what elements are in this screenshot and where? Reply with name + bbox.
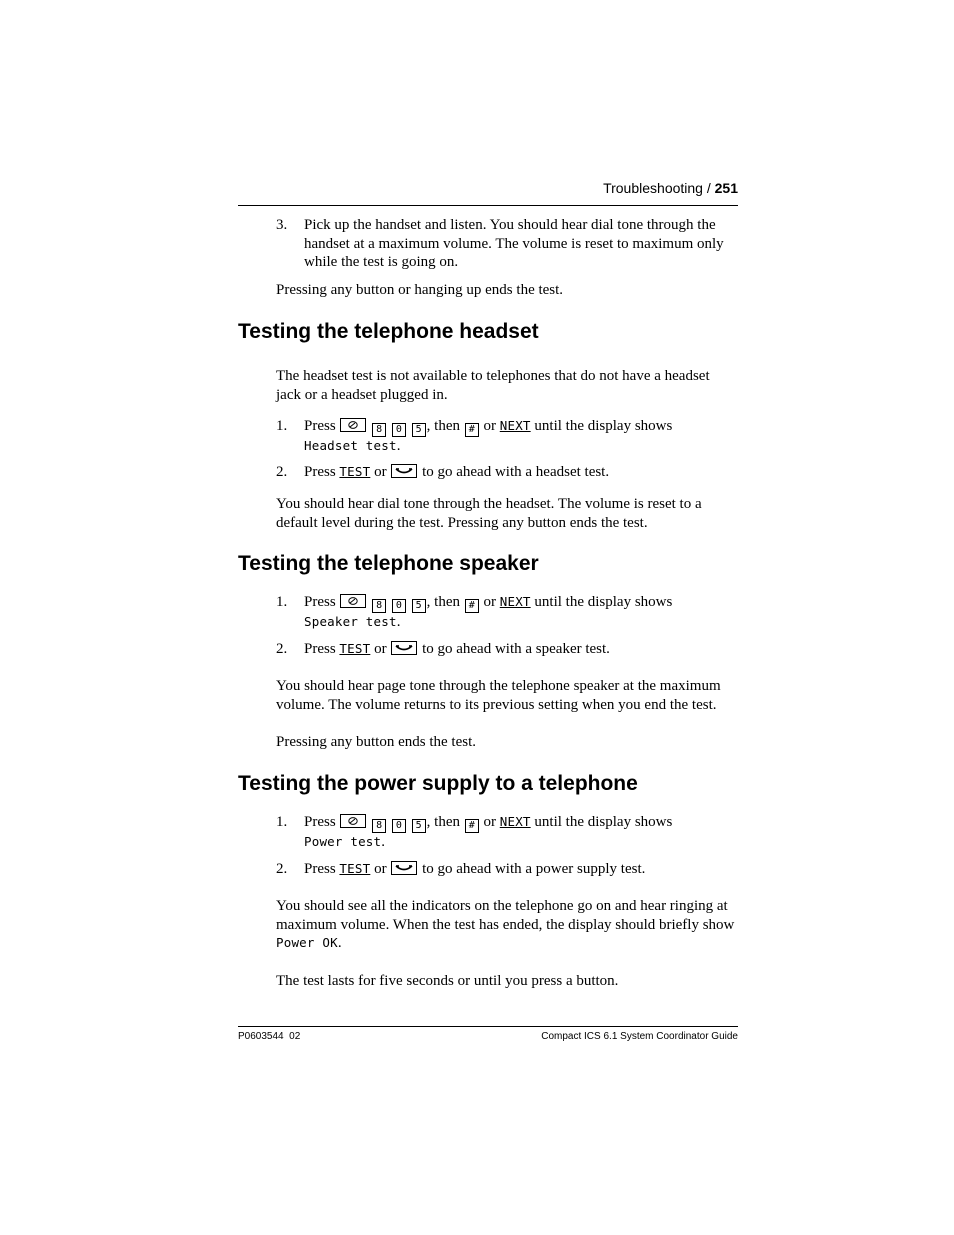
key-5: 5: [412, 423, 426, 437]
step-text: Press 8 0 5 , then # or NEXT until the display shows Power test.: [304, 814, 673, 850]
text-press: Press: [304, 464, 336, 480]
text-or: or: [483, 418, 496, 434]
paragraph: The test lasts for five seconds or until you press a button.: [276, 973, 619, 989]
paragraph: You should hear dial tone through the headset. The volume is reset to a default level during the test. Pressing any button ends the test.: [276, 496, 702, 531]
text-or: or: [483, 594, 496, 610]
text-then: , then: [426, 814, 460, 830]
test-softkey: TEST: [339, 861, 371, 876]
step-tail: to go ahead with a speaker test.: [422, 641, 610, 657]
paragraph: You should see all the indicators on the telephone go on and hear ringing at maximum volume. When the test has ended, the display should briefly show Power OK.: [276, 898, 735, 951]
step-tail: to go ahead with a power supply test.: [422, 861, 646, 877]
footer-rule: [238, 1026, 738, 1027]
text-press: Press: [304, 641, 336, 657]
next-softkey: NEXT: [499, 594, 531, 609]
text-press: Press: [304, 418, 336, 434]
step-text: Press 8 0 5 , then # or NEXT until the display shows Speaker test.: [304, 594, 673, 630]
step-number: 3.: [276, 217, 288, 233]
text-until: until the display shows: [534, 418, 673, 434]
key-5: 5: [412, 599, 426, 613]
hold-release-key-icon: [391, 464, 417, 478]
step-number: 1.: [276, 418, 288, 434]
text-then: , then: [426, 418, 460, 434]
hold-release-key-icon: [391, 641, 417, 655]
section-heading-headset: Testing the telephone headset: [238, 320, 539, 343]
header-rule: [238, 205, 738, 206]
footer-doc-number: P0603544 02: [238, 1031, 301, 1042]
key-8: 8: [372, 423, 386, 437]
key-0: 0: [392, 819, 406, 833]
key-hash: #: [465, 819, 479, 833]
text-then: , then: [426, 594, 460, 610]
key-8: 8: [372, 819, 386, 833]
step-text: [304, 640, 738, 659]
result-text: You should see all the indicators on the telephone go on and hear ringing at maximum volume. When the test has ended, the display should briefly show: [276, 898, 735, 933]
text-press: Press: [304, 861, 336, 877]
hold-release-key-icon: [391, 861, 417, 875]
text-press: Press: [304, 814, 336, 830]
test-softkey: TEST: [339, 641, 371, 656]
paragraph: The headset test is not available to telephones that do not have a headset jack or a headset plugged in.: [276, 368, 710, 403]
section-heading-power: Testing the power supply to a telephone: [238, 772, 638, 795]
footer-title: Compact ICS 6.1 System Coordinator Guide: [541, 1031, 738, 1042]
text-until: until the display shows: [534, 594, 673, 610]
feature-key-icon: [340, 814, 366, 828]
paragraph: Pressing any button ends the test.: [276, 734, 476, 750]
text-or: or: [374, 464, 387, 480]
test-softkey: TEST: [339, 464, 371, 479]
key-0: 0: [392, 599, 406, 613]
step-tail: to go ahead with a headset test.: [422, 464, 610, 480]
step-text: [304, 860, 738, 879]
key-0: 0: [392, 423, 406, 437]
text-press: Press: [304, 594, 336, 610]
step-text: Pick up the handset and listen. You should hear dial tone through the handset at a maximum volume. The volume is reset to maximum only while the test is going on.: [304, 217, 724, 270]
text-or: or: [374, 861, 387, 877]
next-softkey: NEXT: [499, 814, 531, 829]
key-5: 5: [412, 819, 426, 833]
paragraph: You should hear page tone through the telephone speaker at the maximum volume. The volume returns to its previous setting when you end the test.: [276, 678, 721, 713]
step-text: [304, 463, 738, 482]
display-text: Power OK: [276, 935, 338, 950]
text-or: or: [374, 641, 387, 657]
step-number: 1.: [276, 814, 288, 830]
section-heading-speaker: Testing the telephone speaker: [238, 552, 539, 575]
feature-key-icon: [340, 418, 366, 432]
display-text: Power test: [304, 834, 382, 849]
step-number: 2.: [276, 641, 288, 657]
display-text: Headset test: [304, 438, 397, 453]
page-number: 251: [714, 180, 738, 196]
paragraph: Pressing any button or hanging up ends the test.: [276, 282, 564, 298]
header-section: Troubleshooting: [603, 180, 703, 196]
feature-key-icon: [340, 594, 366, 608]
key-8: 8: [372, 599, 386, 613]
display-text: Speaker test: [304, 614, 397, 629]
running-header: [603, 180, 738, 196]
step-number: 2.: [276, 861, 288, 877]
header-separator: /: [706, 180, 711, 196]
step-text: Press 8 0 5 , then # or NEXT until the display shows Headset test.: [304, 418, 673, 454]
text-until: until the display shows: [534, 814, 673, 830]
step-number: 2.: [276, 464, 288, 480]
key-hash: #: [465, 599, 479, 613]
text-or: or: [483, 814, 496, 830]
next-softkey: NEXT: [499, 418, 531, 433]
key-hash: #: [465, 423, 479, 437]
step-number: 1.: [276, 594, 288, 610]
